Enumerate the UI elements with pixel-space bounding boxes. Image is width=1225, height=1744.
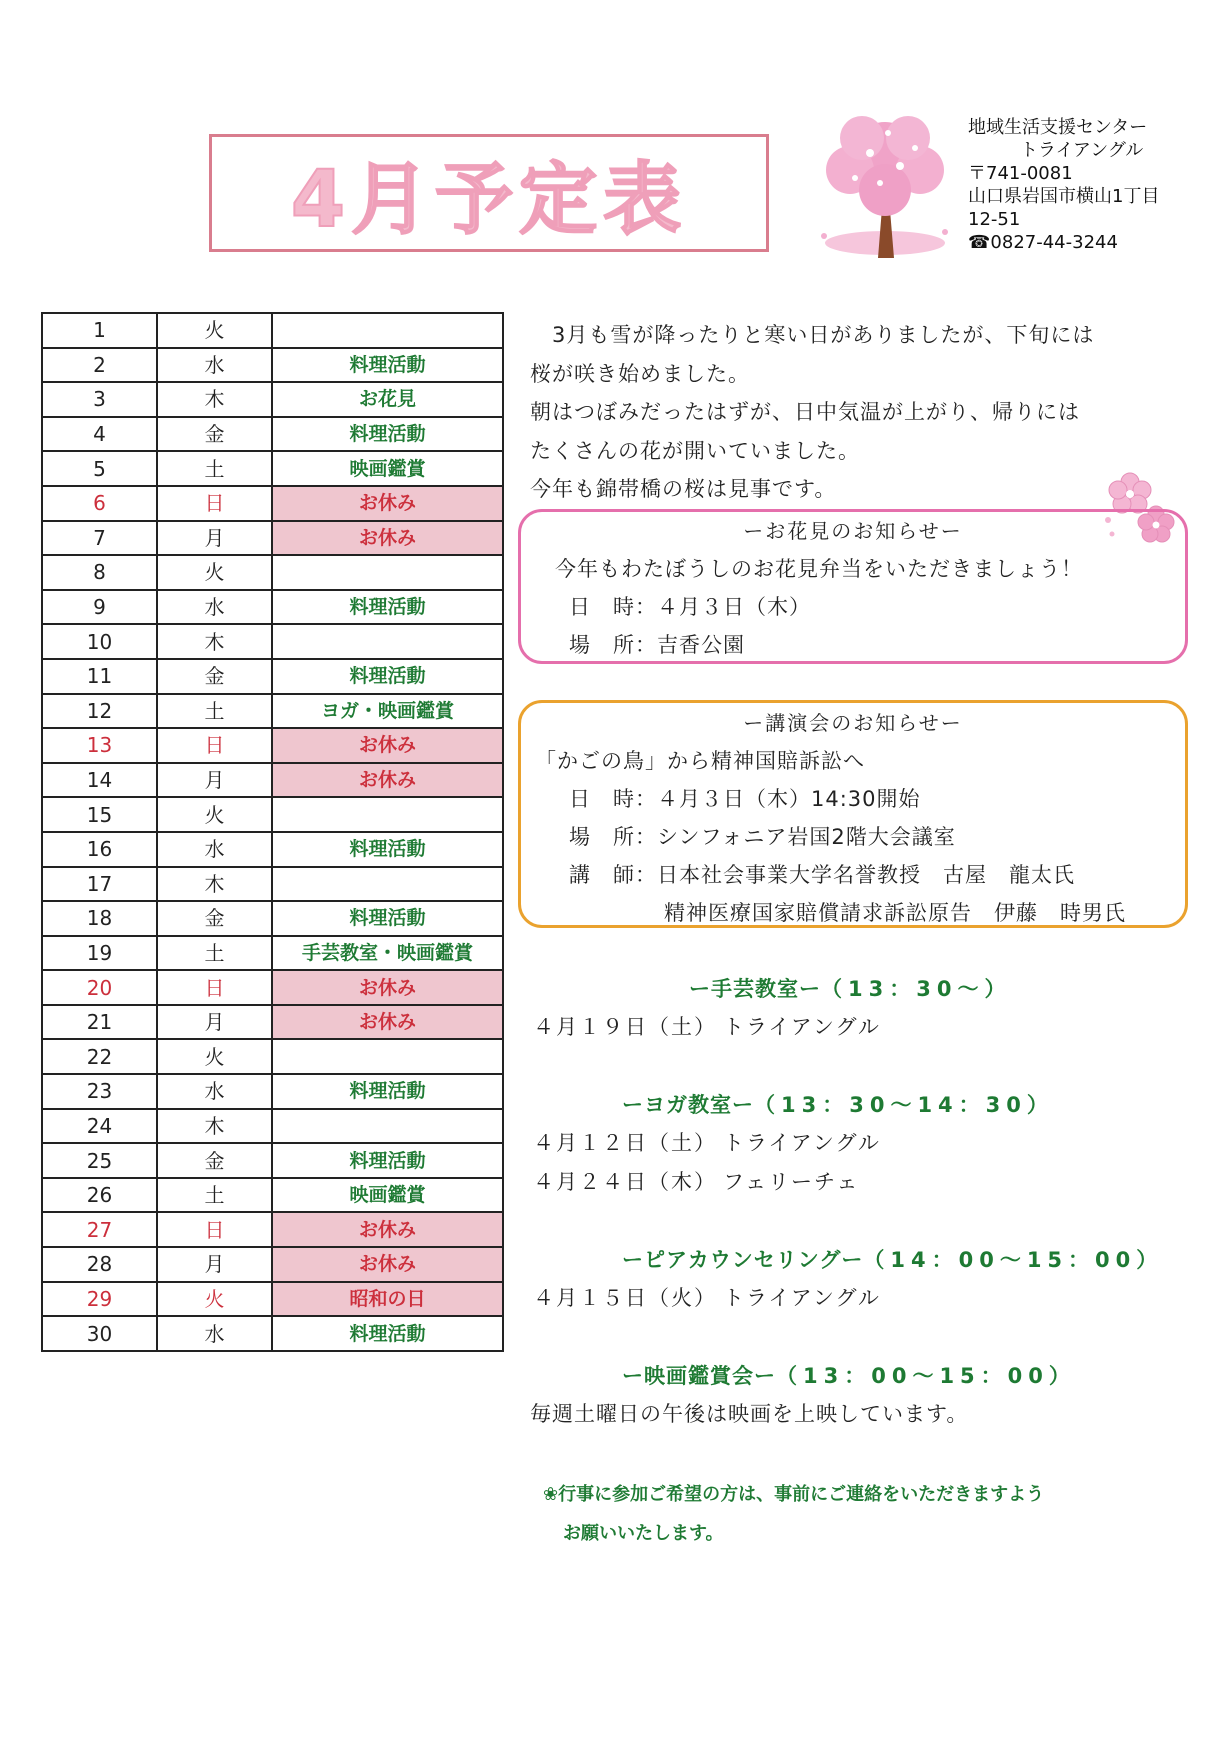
note-line: お願いいたします。	[563, 1523, 724, 1544]
calendar-row	[42, 867, 503, 902]
lecture-speaker: 講 師：日本社会事業大学名誉教授 古屋 龍太氏	[569, 863, 1075, 887]
calendar-row	[42, 1039, 503, 1074]
peer-row	[533, 1282, 881, 1312]
calendar-row	[42, 694, 503, 729]
calendar-row	[42, 451, 503, 486]
calendar-weekday: 火	[157, 555, 272, 590]
calendar-weekday: 土	[157, 694, 272, 729]
calendar-event	[272, 624, 503, 659]
lecture-title: ー講演会のお知らせー	[743, 711, 963, 735]
calendar-event	[272, 313, 503, 348]
org-sub: トライアングル	[1020, 140, 1144, 161]
calendar-weekday: 土	[157, 451, 272, 486]
calendar-event: 料理活動	[272, 659, 503, 694]
calendar-day: 25	[42, 1143, 157, 1178]
calendar-day: 28	[42, 1247, 157, 1282]
calendar-event: お休み	[272, 1212, 503, 1247]
calendar-day: 12	[42, 694, 157, 729]
org-postal: 〒741-0081	[968, 163, 1073, 184]
calendar-row	[42, 486, 503, 521]
calendar-row	[42, 797, 503, 832]
calendar-day: 21	[42, 1005, 157, 1040]
title-box	[209, 134, 769, 252]
calendar-event: 昭和の日	[272, 1282, 503, 1317]
page-title: 4月予定表	[290, 155, 688, 245]
calendar-event: 料理活動	[272, 1143, 503, 1178]
calendar-weekday: 日	[157, 486, 272, 521]
calendar-row	[42, 1074, 503, 1109]
calendar-event: お休み	[272, 728, 503, 763]
calendar-event: 映画鑑賞	[272, 451, 503, 486]
calendar-row	[42, 348, 503, 383]
calendar-event: お花見	[272, 382, 503, 417]
calendar-weekday: 木	[157, 867, 272, 902]
calendar-row	[42, 417, 503, 452]
peer-title-text: ーピアカウンセリングー	[622, 1248, 864, 1272]
craft-time: （13：30～）	[821, 977, 1012, 1001]
calendar-weekday: 金	[157, 417, 272, 452]
org-phone: ☎0827-44-3244	[968, 232, 1118, 253]
calendar-event: 料理活動	[272, 417, 503, 452]
calendar-day: 26	[42, 1178, 157, 1213]
calendar-day: 17	[42, 867, 157, 902]
calendar-day: 4	[42, 417, 157, 452]
peer-date: ４月１５日（火）	[533, 1286, 717, 1310]
calendar-event: 料理活動	[272, 901, 503, 936]
calendar-row	[42, 555, 503, 590]
calendar-event: お休み	[272, 521, 503, 556]
calendar-day: 15	[42, 797, 157, 832]
calendar-weekday: 火	[157, 313, 272, 348]
peer-time: （14：00～15：00）	[863, 1248, 1164, 1272]
calendar-row	[42, 901, 503, 936]
calendar-weekday: 金	[157, 659, 272, 694]
calendar-weekday: 水	[157, 348, 272, 383]
participation-note	[543, 1475, 1044, 1553]
movie-text: 毎週土曜日の午後は映画を上映しています。	[530, 1402, 969, 1426]
calendar-event	[272, 555, 503, 590]
yoga-title	[622, 1089, 1054, 1119]
calendar-day: 23	[42, 1074, 157, 1109]
calendar-day: 11	[42, 659, 157, 694]
calendar-weekday: 金	[157, 1143, 272, 1178]
calendar-event: 手芸教室・映画鑑賞	[272, 936, 503, 971]
calendar-row	[42, 1212, 503, 1247]
calendar-day: 14	[42, 763, 157, 798]
calendar-weekday: 火	[157, 1039, 272, 1074]
calendar-row	[42, 728, 503, 763]
calendar-weekday: 水	[157, 1074, 272, 1109]
calendar-event: お休み	[272, 970, 503, 1005]
intro-line: 3月も雪が降ったりと寒い日がありましたが、下旬には	[530, 323, 1095, 347]
craft-title-text: ー手芸教室ー	[689, 977, 821, 1001]
calendar-weekday: 火	[157, 797, 272, 832]
calendar-day: 1	[42, 313, 157, 348]
craft-place: トライアングル	[723, 1015, 881, 1039]
calendar-day: 27	[42, 1212, 157, 1247]
calendar-event: 料理活動	[272, 1074, 503, 1109]
calendar-row	[42, 659, 503, 694]
intro-line: たくさんの花が開いていました。	[530, 438, 860, 463]
calendar-weekday: 土	[157, 1178, 272, 1213]
calendar-row	[42, 382, 503, 417]
calendar-day: 2	[42, 348, 157, 383]
hanami-when: 日 時：４月３日（木）	[569, 595, 811, 619]
calendar-day: 24	[42, 1109, 157, 1144]
calendar-day: 20	[42, 970, 157, 1005]
lecture-when: 日 時：４月３日（木）14:30開始	[569, 787, 921, 811]
yoga-place: フェリーチェ	[723, 1170, 860, 1194]
calendar-weekday: 水	[157, 590, 272, 625]
note-line: ❀行事に参加ご希望の方は、事前にご連絡をいただきますよう	[543, 1484, 1045, 1505]
calendar-weekday: 日	[157, 970, 272, 1005]
calendar-day: 19	[42, 936, 157, 971]
peer-title	[622, 1244, 1163, 1274]
calendar-table	[41, 312, 504, 1352]
calendar-row	[42, 1143, 503, 1178]
calendar-row	[42, 763, 503, 798]
calendar-weekday: 水	[157, 832, 272, 867]
craft-row	[533, 1011, 881, 1041]
calendar-row	[42, 1282, 503, 1317]
calendar-row	[42, 1178, 503, 1213]
movie-title	[622, 1360, 1076, 1390]
calendar-event	[272, 1039, 503, 1074]
calendar-event: お休み	[272, 486, 503, 521]
calendar-day: 6	[42, 486, 157, 521]
calendar-event	[272, 867, 503, 902]
calendar-row	[42, 832, 503, 867]
calendar-event: ヨガ・映画鑑賞	[272, 694, 503, 729]
movie-title-text: ー映画鑑賞会ー	[622, 1364, 776, 1388]
calendar-day: 18	[42, 901, 157, 936]
organization-info	[968, 116, 1159, 254]
calendar-row	[42, 521, 503, 556]
calendar-row	[42, 1247, 503, 1282]
org-address2: 12-51	[968, 209, 1021, 230]
calendar-day: 29	[42, 1282, 157, 1317]
lecture-notice-box	[518, 700, 1188, 928]
movie-time: （13：00～15：00）	[776, 1364, 1076, 1388]
calendar-day: 10	[42, 624, 157, 659]
calendar-weekday: 水	[157, 1316, 272, 1351]
calendar-row	[42, 624, 503, 659]
calendar-weekday: 木	[157, 382, 272, 417]
calendar-row	[42, 1005, 503, 1040]
calendar-row	[42, 936, 503, 971]
calendar-day: 30	[42, 1316, 157, 1351]
yoga-date: ４月２４日（木）	[533, 1170, 717, 1194]
calendar-day: 9	[42, 590, 157, 625]
calendar-weekday: 月	[157, 1005, 272, 1040]
calendar-event: お休み	[272, 1005, 503, 1040]
calendar-event: お休み	[272, 763, 503, 798]
calendar-weekday: 日	[157, 728, 272, 763]
calendar-weekday: 木	[157, 1109, 272, 1144]
calendar-weekday: 月	[157, 1247, 272, 1282]
calendar-day: 7	[42, 521, 157, 556]
yoga-place: トライアングル	[723, 1131, 881, 1155]
peer-place: トライアングル	[723, 1286, 881, 1310]
lecture-speaker: 精神医療国家賠償請求訴訟原告 伊藤 時男氏	[664, 901, 1126, 925]
calendar-day: 3	[42, 382, 157, 417]
calendar-weekday: 月	[157, 763, 272, 798]
hanami-notice-box	[518, 509, 1188, 664]
calendar-day: 16	[42, 832, 157, 867]
intro-line: 桜が咲き始めました。	[530, 361, 750, 386]
yoga-row	[533, 1166, 859, 1196]
lecture-where: 場 所：シンフォニア岩国2階大会議室	[569, 825, 956, 849]
calendar-row	[42, 1109, 503, 1144]
org-address1: 山口県岩国市横山1丁目	[968, 186, 1160, 207]
calendar-day: 13	[42, 728, 157, 763]
intro-line: 朝はつぼみだったはずが、日中気温が上がり、帰りには	[530, 400, 1080, 425]
calendar-weekday: 木	[157, 624, 272, 659]
calendar-event: 料理活動	[272, 1316, 503, 1351]
calendar-event: 映画鑑賞	[272, 1178, 503, 1213]
intro-line: 今年も錦帯橋の桜は見事です。	[530, 477, 837, 502]
calendar-event	[272, 797, 503, 832]
lecture-line: 「かごの鳥」から精神国賠訴訟へ	[535, 749, 865, 773]
org-name: 地域生活支援センター	[968, 117, 1148, 138]
calendar-weekday: 火	[157, 1282, 272, 1317]
calendar-day: 8	[42, 555, 157, 590]
calendar-weekday: 土	[157, 936, 272, 971]
calendar-row	[42, 313, 503, 348]
calendar-row	[42, 970, 503, 1005]
calendar-event: 料理活動	[272, 348, 503, 383]
hanami-where: 場 所：吉香公園	[569, 633, 745, 657]
calendar-row	[42, 1316, 503, 1351]
calendar-event: 料理活動	[272, 590, 503, 625]
calendar-event: お休み	[272, 1247, 503, 1282]
cherry-tree-icon	[810, 108, 960, 268]
calendar-day: 5	[42, 451, 157, 486]
yoga-time: （13：30～14：30）	[754, 1093, 1054, 1117]
yoga-date: ４月１２日（土）	[533, 1131, 717, 1155]
calendar-event	[272, 1109, 503, 1144]
craft-date: ４月１９日（土）	[533, 1015, 717, 1039]
yoga-title-text: ーヨガ教室ー	[622, 1093, 754, 1117]
calendar-weekday: 金	[157, 901, 272, 936]
intro-paragraph	[530, 316, 1094, 509]
hanami-line: 今年もわたぼうしのお花見弁当をいただきましょう！	[555, 557, 1083, 581]
calendar-event: 料理活動	[272, 832, 503, 867]
craft-title	[689, 973, 1011, 1003]
hanami-title: ーお花見のお知らせー	[743, 519, 963, 543]
yoga-row	[533, 1127, 881, 1157]
calendar-row	[42, 590, 503, 625]
calendar-weekday: 月	[157, 521, 272, 556]
calendar-weekday: 日	[157, 1212, 272, 1247]
calendar-day: 22	[42, 1039, 157, 1074]
